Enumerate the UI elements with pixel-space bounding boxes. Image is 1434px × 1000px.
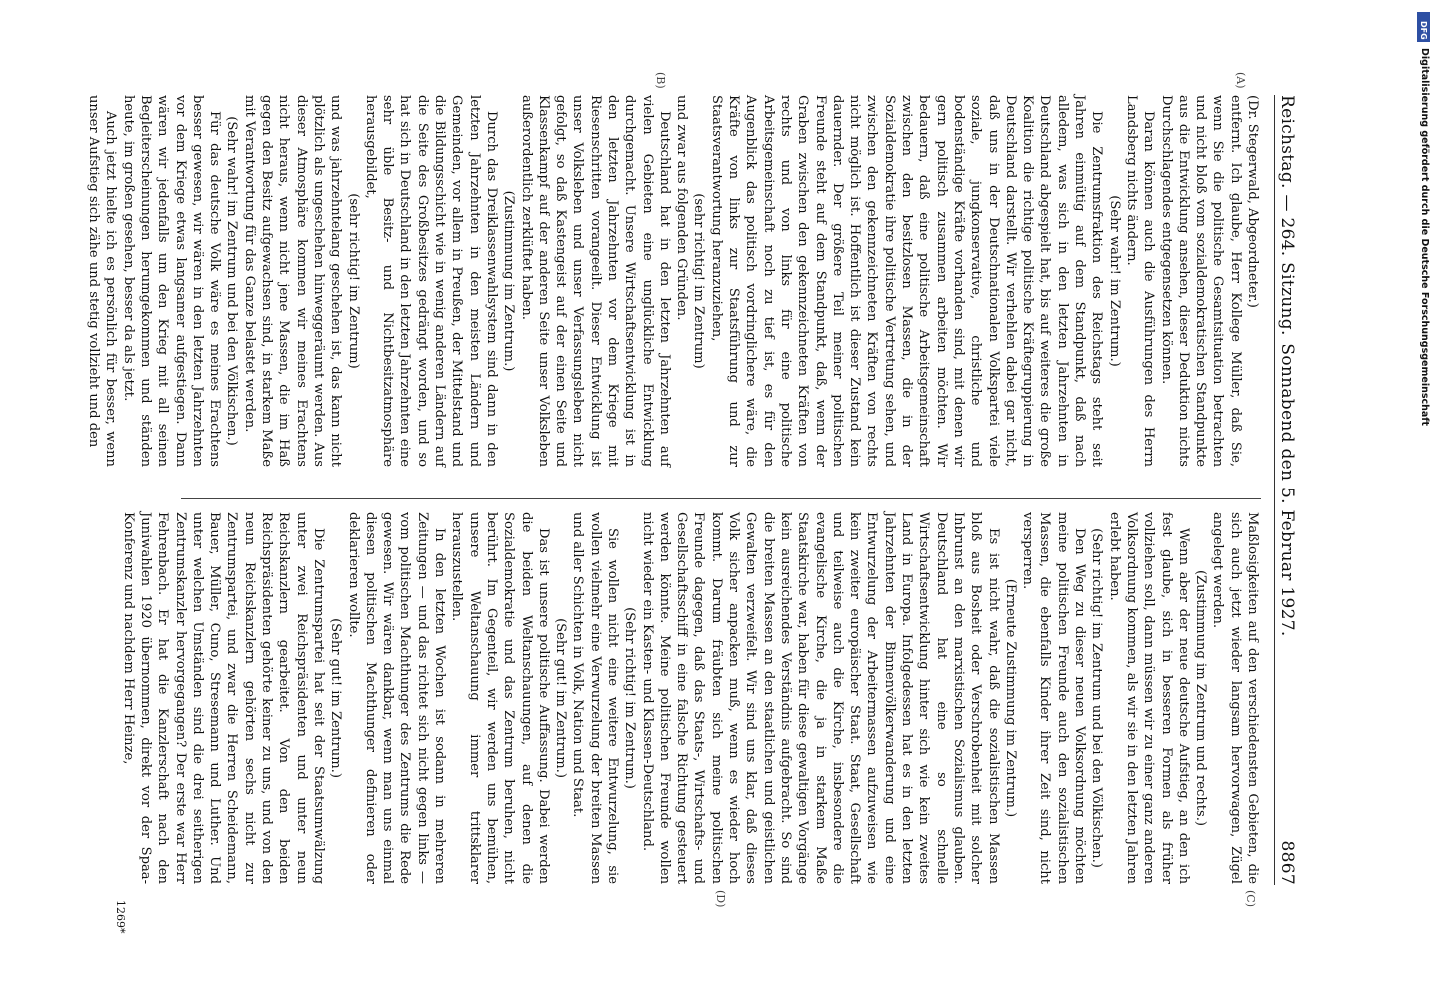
interjection: (Sehr wahr! im Zentrum und bei den Völkischen.) [224,116,240,446]
interjection: (Sehr gut! im Zentrum.) [553,618,569,778]
paragraph: entfernt. Ich glaube, Herr Kollege Müller, daß Sie, wenn Sie die politische Gesamtsituation betrachten und nicht bloß vom sozialdemokratischen Standpunkte aus die Entwicklung ansehen, dieser Deduktion nichts Durchschlagendes entgegensetzen können. [1158,95,1243,467]
header-date: Sonnabend den 5. Februar 1927. [1277,343,1297,637]
paragraph: Das ist unsere politische Auffassung. Dabei werden die beiden Weltanschauungen, auf denen die Sozialdemokratie und das Zentrum beruhen, nicht berührt. Im Gegenteil, wir werden uns bemühen, unsere Weltanschauung immer trittsklarer herauszustellen. [449,512,551,884]
paragraph: und was jahrzehntelang geschehen ist, das kann nicht plötzlich als ungeschehen hinweggeräumt werden. Aus dieser Atmosphäre kommen wir meines Erachtens nicht heraus, wenn nicht jene Massen, die im Haß gegen den Besitz aufgewachsen sind, in starkem Maße mit Verantwortung für das Ganze belastet werden. [241,95,344,467]
page-footer: 1269* [114,900,127,934]
interjection: (Zustimmung im Zentrum.) [501,190,517,372]
header-rule [1274,95,1275,885]
paragraph: Auch jetzt hielte ich es persönlich für besser, wenn unser Aufstieg sich zähe und stetig vollzieht und den [86,95,119,467]
paragraph: Wenn aber der neue deutsche Aufstieg, an den ich fest glaube, sich in besseren Formen als früher vollziehen soll, dann müssen wir zu einer ganz anderen Volksordnung kommen, als wir sie in den letzten Jahren erlebt haben. [1106,512,1191,884]
interjection: (Zustimmung im Zentrum und rechts.) [1193,569,1209,827]
paragraph: und zwar aus folgenden Gründen. [674,95,690,321]
left-column [86,95,1261,467]
header-left: Reichstag. — 264. Sitzung. [1277,95,1297,336]
paragraph: Maßlosigkeiten auf den verschiedensten Gebieten, die sich auch jetzt wieder langsam hervorwagen, Zügel angelegt werden. [1210,512,1260,884]
paragraph: Daran können auch die Ausführungen des Herrn Landsberg nichts ändern. [1123,95,1157,467]
interjection: (Erneute Zustimmung im Zentrum.) [1002,578,1018,818]
margin-mark-d: (D) [714,890,727,908]
paragraph: Für das deutsche Volk wäre es meines Erachtens besser gewesen, wir wären in den letzten Jahrzehnten vor dem Kriege etwas langsamer aufgestiegen. Dann wären wir jedenfalls um den Krieg mit all seinen Begleiterscheinungen herumgekommen und ständen heute, im großen gesehen, besser da als jetzt. [120,95,223,467]
right-column [120,512,1261,884]
paragraph: Deutschland hat in den letzten Jahrzehnten auf vielen Gebieten eine unglückliche Entwicklung durchgemacht. Unsere Wirtschaftsentwicklung ist in den letzten Jahrzehnten vor dem Kriege mit Riesenschritten vorangeeilt. Dieser Entwicklung ist unser Volksleben und unser Verfassungsleben nicht gefolgt, so daß Kastengeist auf der einen Seite und Klassenkampf auf der anderen Seite unser Volksleben außerordentlich zerklüftet haben. [518,95,672,467]
digitization-credit [1416,8,1432,993]
interjection: (sehr richtig! im Zentrum) [691,193,707,369]
margin-mark-a: (A) [1234,72,1247,89]
column-rule [181,498,1261,499]
paragraph: In den letzten Wochen ist sodann in mehreren Zeitungen — und das richtet sich nicht gegen links — vom politischen Machthunger des Zentrums die Rede gewesen. Wir wären dankbar, wenn man uns einmal diesen politischen Machthunger definieren oder deklarieren wollte. [345,512,448,884]
rotated-page [86,0,1317,1000]
interjection: (Sehr richtig! im Zentrum und bei den Völkischen.) [1089,528,1105,868]
paragraph: Es ist nicht wahr, daß die sozialistischen Massen bloß aus Bosheit oder Verschrobenheit mit solcher Inbrunst an den marxistischen Sozialismus glauben. Deutschland hat eine so schnelle Wirtschaftsentwicklung hinter sich wie kein zweites Land in Europa. Infolgedessen hat es in den letzten Jahrzehnten der Binnenvölkerwanderung und eine Entwurzelung der Arbeitermassen aufzuweisen wie kein zweiter europäischer Staat. Staat, Gesellschaft und teilweise auch die Kirche, insbesondere die evangelische Kirche, die ja in starkem Maße Staatskirche war, haben für diese gewaltigen Vorgänge kein ausreichendes Verständnis aufgebracht. So sind die breiten Massen an den staatlichen und geistlichen Gewalten verzweifelt. Wir sind uns klar, daß dieses Volk sicher anpacken muß, wenn es wieder hoch kommt. Darum fräubten sich meine politischen Freunde dagegen, daß das Staats-, Wirtschafts- und Gesellschaftsschiff in eine falsche Richtung gesteuert werden könnte. Meine politischen Freunde wollen nicht wieder ein Kasten- und Klassen-Deutschland. [639,512,1001,884]
paragraph: Die Zentrumsfraktion des Reichstags steht seit Jahren einmütig auf dem Standpunkt, daß nach alledem, was sich in den letzten Jahrzehnten in Deutschland abgespielt hat, bis auf weiteres die große Koalition die richtige politische Kräftegruppierung in Deutschland darstellt. Wir verhehlen dabei gar nicht, daß uns in der Deutschnationalen Volkspartei viele soziale, jungkonservative, christliche und bodenständige Kräfte vorhanden sind, mit denen wir gern politisch zusammen arbeiten möchten. Wir bedauern, daß eine politische Arbeitsgemeinschaft zwischen den besitzlosen Massen, die in der Sozialdemokratie ihre politische Vertretung sehen, und zwischen den gekennzeichneten Kräften von rechts nicht möglich ist. Hoffentlich ist dieser Zustand kein dauernder. Der größere Teil meiner politischen Freunde steht auf dem Standpunkt, daß, wenn der Graben zwischen den gekennzeichneten Kräften von rechts und von links für eine politische Arbeitsgemeinschaft noch zu tief ist, es für den Augenblick das politisch vordringlichere wäre, die Kräfte von links zur Staatsführung und zur Staatsverantwortung heranzuziehen, [708,95,1105,467]
interjection: (Sehr wahr! im Zentrum.) [1106,195,1122,367]
margin-mark-c: (C) [1244,890,1257,907]
page-number: 8867 [1277,840,1297,885]
paragraph: Sie wollen nicht eine weitere Entwurzelung, sie wollen vielmehr eine Verwurzelung der breiten Massen und aller Schichten in Volk, Nation und Staat. [570,512,621,884]
credit-text: Digitalisierung gefördert durch die Deutsche Forschungsgemeinschaft [1419,48,1430,426]
interjection: (Sehr gut! im Zentrum.) [328,618,344,778]
dfg-logo: DFG [1417,12,1430,42]
paragraph: Die Zentrumspartei hat seit der Staatsumwälzung unter zwei Reichspräsidenten und unter neun Reichskanzlern gearbeitet. Von den beiden Reichspräsidenten gehörte keiner zu uns, und von den neun Reichskanzlern gehörten sechs nicht zur Zentrumspartei, und zwar die Herren Scheidemann, Bauer, Müller, Cuno, Stresemann und Luther. Und unter welchen Umständen sind die drei seitherigen Zentrumskanzler hervorgegangen? Der erste war Herr Fehrenbach. Er hat die Kanzlerschaft nach den Juniwahlen 1920 übernommen, direkt vor der Spaa-Konferenz und nachdem Herr Heinze, [120,512,326,884]
paragraph: Durch das Dreiklassenwahlsystem sind dann in den letzten Jahrzehnten in den meisten Ländern und Gemeinden, vor allem in Preußen, der Mittelstand und die Bildungsschicht wie in wenig anderen Ländern auf die Seite des Großbesitzes gedrängt worden, und so hat sich in Deutschland in den letzten Jahrzehnten eine sehr üble Besitz- und Nichtbesitzatmosphäre herausgebildet, [362,95,499,467]
paragraph: Den Weg zu dieser neuen Volksordnung möchten meine politischen Freunde auch den sozialistischen Massen, die ebenfalls Kinder ihrer Zeit sind, nicht versperren. [1020,512,1088,884]
margin-mark-b: (B) [654,72,667,89]
paragraph: (Dr. Stegerwald, Abgeordneter.) [1245,95,1260,308]
interjection: (sehr richtig! im Zentrum) [345,193,361,369]
interjection: (Sehr richtig! im Zentrum.) [622,607,638,789]
